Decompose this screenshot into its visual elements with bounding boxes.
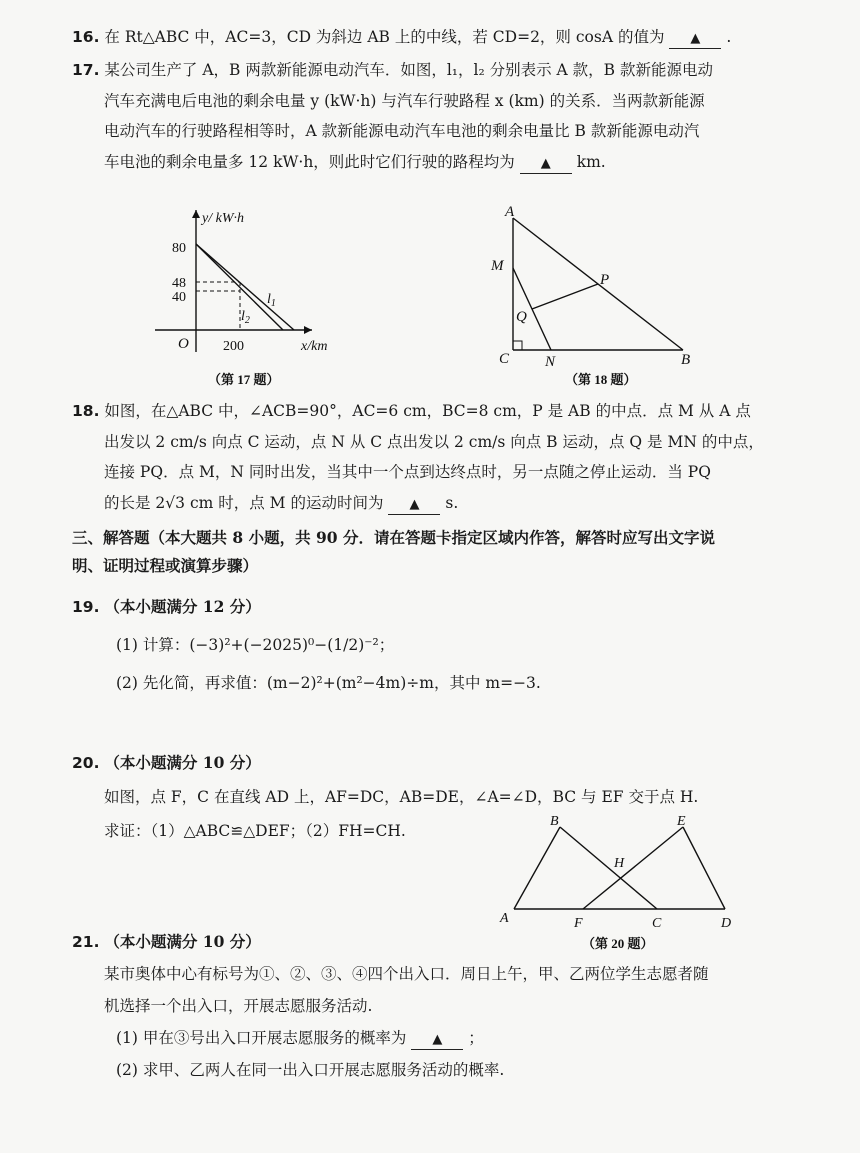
question-18 <box>72 396 764 518</box>
figure-20-caption: （第 20 题） <box>582 936 654 951</box>
point-D: D <box>721 916 732 931</box>
y-tick-80: 80 <box>172 241 186 256</box>
right-angle-mark <box>513 341 522 350</box>
point-F: F <box>574 916 583 931</box>
question-line: 汽车充满电后电池的剩余电量 y (kW·h) 与汽车行驶路程 x (km) 的关系．当两款新能源 <box>104 91 705 110</box>
question-20 <box>72 746 698 848</box>
answer-blank: ▲ <box>388 496 440 515</box>
origin-label: O <box>178 336 189 352</box>
segment-pq <box>532 284 598 309</box>
x-arrow-icon <box>304 326 312 334</box>
question-unit: km. <box>576 152 606 171</box>
point-H: H <box>614 856 625 871</box>
question-part-1-end: ； <box>468 1029 484 1047</box>
question-line: 车电池的剩余电量多 12 kW·h，则此时它们行驶的路程均为 <box>104 152 515 171</box>
question-part-1: (1) 甲在③号出入口开展志愿服务的概率为 <box>116 1029 407 1047</box>
question-line: 出发以 2 cm/s 向点 C 运动，点 N 从 C 点出发以 2 cm/s 向点 B 运动，点 Q 是 MN 的中点， <box>104 432 764 451</box>
question-number: 18. <box>72 402 100 420</box>
figure-18-triangle <box>490 204 690 387</box>
question-line: 某公司生产了 A，B 两款新能源电动汽车．如图，l₁，l₂ 分别表示 A 款，B 款新能源电动 <box>104 61 713 79</box>
question-number: 20. <box>72 754 100 772</box>
question-21 <box>72 926 709 1086</box>
question-end: . <box>726 28 732 46</box>
section-heading <box>72 524 715 580</box>
y-arrow-icon <box>192 210 200 218</box>
y-axis-label: y/ kW·h <box>202 211 244 226</box>
section-heading-line: 明、证明过程或演算步骤） <box>72 556 259 575</box>
answer-blank: ▲ <box>669 30 721 49</box>
question-score: （本小题满分 10 分） <box>104 932 261 951</box>
question-19 <box>72 588 541 702</box>
section-heading-line: 三、解答题（本大题共 8 小题，共 90 分．请在答题卡指定区域内作答，解答时应写出文字说 <box>72 528 715 547</box>
point-B: B <box>550 814 559 829</box>
point-A: A <box>505 204 515 220</box>
x-tick-200: 200 <box>223 339 244 354</box>
point-M: M <box>491 258 504 274</box>
question-line: 如图，点 F，C 在直线 AD 上，AF=DC，AB=DE，∠A=∠D，BC 与 EF 交于点 H. <box>104 788 699 806</box>
question-part-2: (2) 先化简，再求值：(m−2)²+(m²−4m)÷m，其中 m=−3. <box>116 674 541 692</box>
question-number: 17. <box>72 61 100 79</box>
question-line: 的长是 2√3 cm 时，点 M 的运动时间为 <box>104 493 384 512</box>
point-N: N <box>545 354 556 370</box>
question-line: 求证：（1）△ABC≌△DEF；（2）FH=CH. <box>104 822 406 840</box>
point-C: C <box>499 351 510 367</box>
l1-label: $l_1$ <box>267 292 276 309</box>
question-part-1: (1) 计算：(−3)²+(−2025)⁰−(1/2)⁻²； <box>116 636 395 654</box>
point-P: P <box>600 272 610 288</box>
x-axis-label: x/km <box>301 339 328 354</box>
question-line: 电动汽车的行驶路程相等时，A 款新能源电动汽车电池的剩余电量比 B 款新能源电动汽 <box>104 122 700 140</box>
point-A: A <box>500 911 509 926</box>
question-score: （本小题满分 12 分） <box>104 597 261 616</box>
y-tick-48: 48 <box>172 276 186 291</box>
y-tick-40: 40 <box>172 290 186 305</box>
question-number: 19. <box>72 598 100 616</box>
question-line: 如图，在△ABC 中，∠ACB=90°，AC=6 cm，BC=8 cm，P 是 AB 的中点．点 M 从 A 点 <box>104 402 751 420</box>
question-score: （本小题满分 10 分） <box>104 753 261 772</box>
answer-blank: ▲ <box>411 1031 463 1050</box>
answer-blank: ▲ <box>520 155 572 174</box>
question-text: 在 Rt△ABC 中，AC=3，CD 为斜边 AB 上的中线，若 CD=2，则 cosA 的值为 <box>104 28 665 46</box>
question-part-2: (2) 求甲、乙两人在同一出入口开展志愿服务活动的概率. <box>116 1061 505 1079</box>
question-number: 16. <box>72 28 100 46</box>
question-line: 机选择一个出入口，开展志愿服务活动. <box>104 997 373 1015</box>
point-Q: Q <box>516 309 527 325</box>
point-B: B <box>681 352 691 368</box>
point-C: C <box>652 916 662 931</box>
figure-18-caption: （第 18 题） <box>565 372 637 387</box>
question-line: 连接 PQ．点 M，N 同时出发，当其中一个点到达终点时，另一点随之停止运动．当 PQ <box>104 463 711 481</box>
point-E: E <box>677 814 686 829</box>
question-number: 21. <box>72 933 100 951</box>
figure-17-caption: （第 17 题） <box>208 372 280 387</box>
question-line: 某市奥体中心有标号为①、②、③、④四个出入口．周日上午，甲、乙两位学生志愿者随 <box>104 965 709 983</box>
l2-label: $l_2$ <box>241 309 250 326</box>
question-unit: s. <box>445 493 459 512</box>
